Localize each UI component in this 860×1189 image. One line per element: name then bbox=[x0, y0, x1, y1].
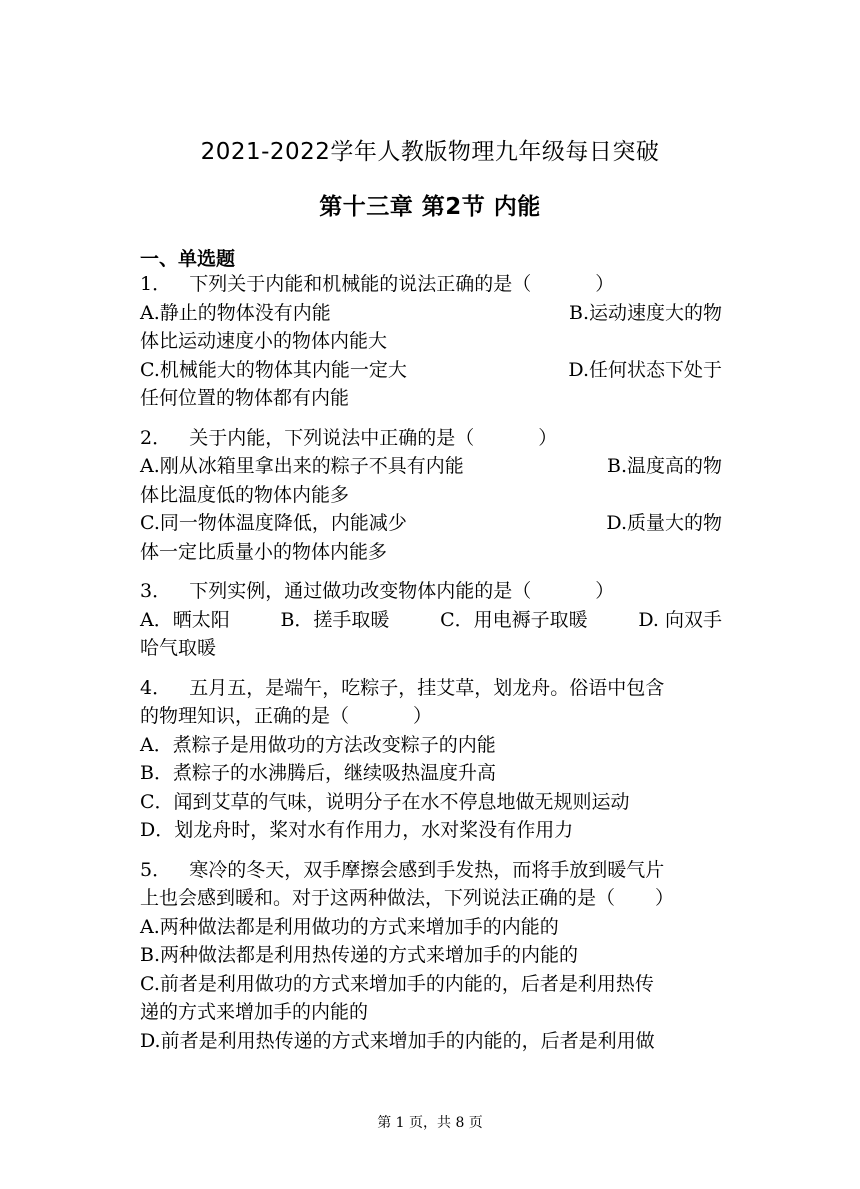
option-d: D．划龙舟时，桨对水有作用力，水对桨没有作用力 bbox=[140, 819, 574, 841]
question-number: 2． bbox=[140, 426, 172, 449]
question-text-end: ） bbox=[655, 887, 675, 909]
option-d: D. 向双手 bbox=[638, 608, 722, 631]
option-b: B.温度高的物 bbox=[606, 455, 722, 477]
question-number: 5． bbox=[140, 858, 172, 881]
question-stem-continued bbox=[140, 884, 722, 913]
question-text: 寒冷的冬天，双手摩擦会感到手发热，而将手放到暖气片 bbox=[189, 858, 665, 881]
option-b: B.两种做法都是利用热传递的方式来增加手的内能的 bbox=[140, 944, 579, 966]
option-b-continued: 体比运动速度小的物体内能大 bbox=[140, 330, 388, 352]
option-c: C．用电褥子取暖 bbox=[440, 608, 588, 631]
option-a: A．煮粽子是用做功的方法改变粽子的内能 bbox=[140, 733, 496, 756]
option-c: C．闻到艾草的气味，说明分子在水不停息地做无规则运动 bbox=[140, 790, 630, 813]
option-b: B.运动速度大的物 bbox=[568, 301, 722, 324]
question-stem bbox=[140, 674, 722, 703]
question-stem bbox=[140, 270, 722, 299]
option-c: C.同一物体温度降低，内能减少 bbox=[140, 512, 407, 534]
page-footer: 第 1 页，共 8 页 bbox=[377, 1115, 483, 1131]
question-1 bbox=[140, 270, 722, 413]
option-a: A.两种做法都是利用做功的方式来增加手的内能的 bbox=[140, 915, 559, 938]
option-a: A．晒太阳 bbox=[140, 608, 230, 631]
chapter-subtitle: 第十三章 第2节 内能 bbox=[319, 194, 541, 220]
document-title: 2021-2022学年人教版物理九年级每日突破 bbox=[200, 139, 660, 165]
option-d-continued: 体一定比质量小的物体内能多 bbox=[140, 540, 388, 563]
option-c: C.前者是利用做功的方式来增加手的内能的，后者是利用热传 bbox=[140, 972, 654, 995]
option-a: A.刚从冰箱里拿出来的粽子不具有内能 bbox=[140, 455, 464, 477]
question-3 bbox=[140, 577, 722, 663]
option-b-continued: 体比温度低的物体内能多 bbox=[140, 483, 350, 506]
option-d: D.前者是利用热传递的方式来增加手的内能的，后者是利用做 bbox=[140, 1029, 655, 1052]
question-5 bbox=[140, 856, 722, 1056]
question-text: 上也会感到暖和。对于这两种做法，下列说法正确的是（ bbox=[140, 887, 616, 909]
question-number: 1． bbox=[140, 273, 172, 295]
option-d-continued: 任何位置的物体都有内能 bbox=[140, 387, 350, 409]
question-number: 3． bbox=[140, 580, 172, 602]
question-number: 4． bbox=[140, 676, 172, 699]
option-b: B．搓手取暖 bbox=[280, 608, 390, 631]
question-text-end: ） bbox=[595, 273, 615, 295]
section-heading: 一、单选题 bbox=[140, 248, 236, 270]
question-stem-continued bbox=[140, 702, 722, 731]
question-text: 五月五，是端午，吃粽子，挂艾草，划龙舟。俗语中包含 bbox=[189, 676, 665, 699]
question-stem bbox=[140, 856, 722, 885]
option-b: B．煮粽子的水沸腾后，继续吸热温度升高 bbox=[140, 762, 496, 784]
question-stem bbox=[140, 424, 722, 453]
question-text: 下列实例，通过做功改变物体内能的是（ bbox=[189, 580, 532, 602]
question-list bbox=[140, 270, 722, 1055]
question-2 bbox=[140, 424, 722, 567]
question-text: 下列关于内能和机械能的说法正确的是（ bbox=[189, 273, 532, 295]
option-d: D.任何状态下处于 bbox=[568, 358, 722, 381]
question-text: 的物理知识，正确的是（ bbox=[140, 705, 350, 727]
question-text: 关于内能，下列说法中正确的是（ bbox=[189, 426, 475, 449]
question-text-end: ） bbox=[538, 426, 558, 449]
question-text-end: ） bbox=[413, 705, 433, 727]
question-text-end: ） bbox=[595, 580, 615, 602]
option-d: D.质量大的物 bbox=[606, 512, 722, 534]
question-stem bbox=[140, 577, 722, 606]
option-a: A.静止的物体没有内能 bbox=[140, 301, 331, 324]
option-d-continued: 哈气取暖 bbox=[140, 637, 217, 659]
question-4 bbox=[140, 674, 722, 845]
option-c-continued: 递的方式来增加手的内能的 bbox=[140, 1001, 369, 1023]
option-c: C.机械能大的物体其内能一定大 bbox=[140, 358, 407, 381]
